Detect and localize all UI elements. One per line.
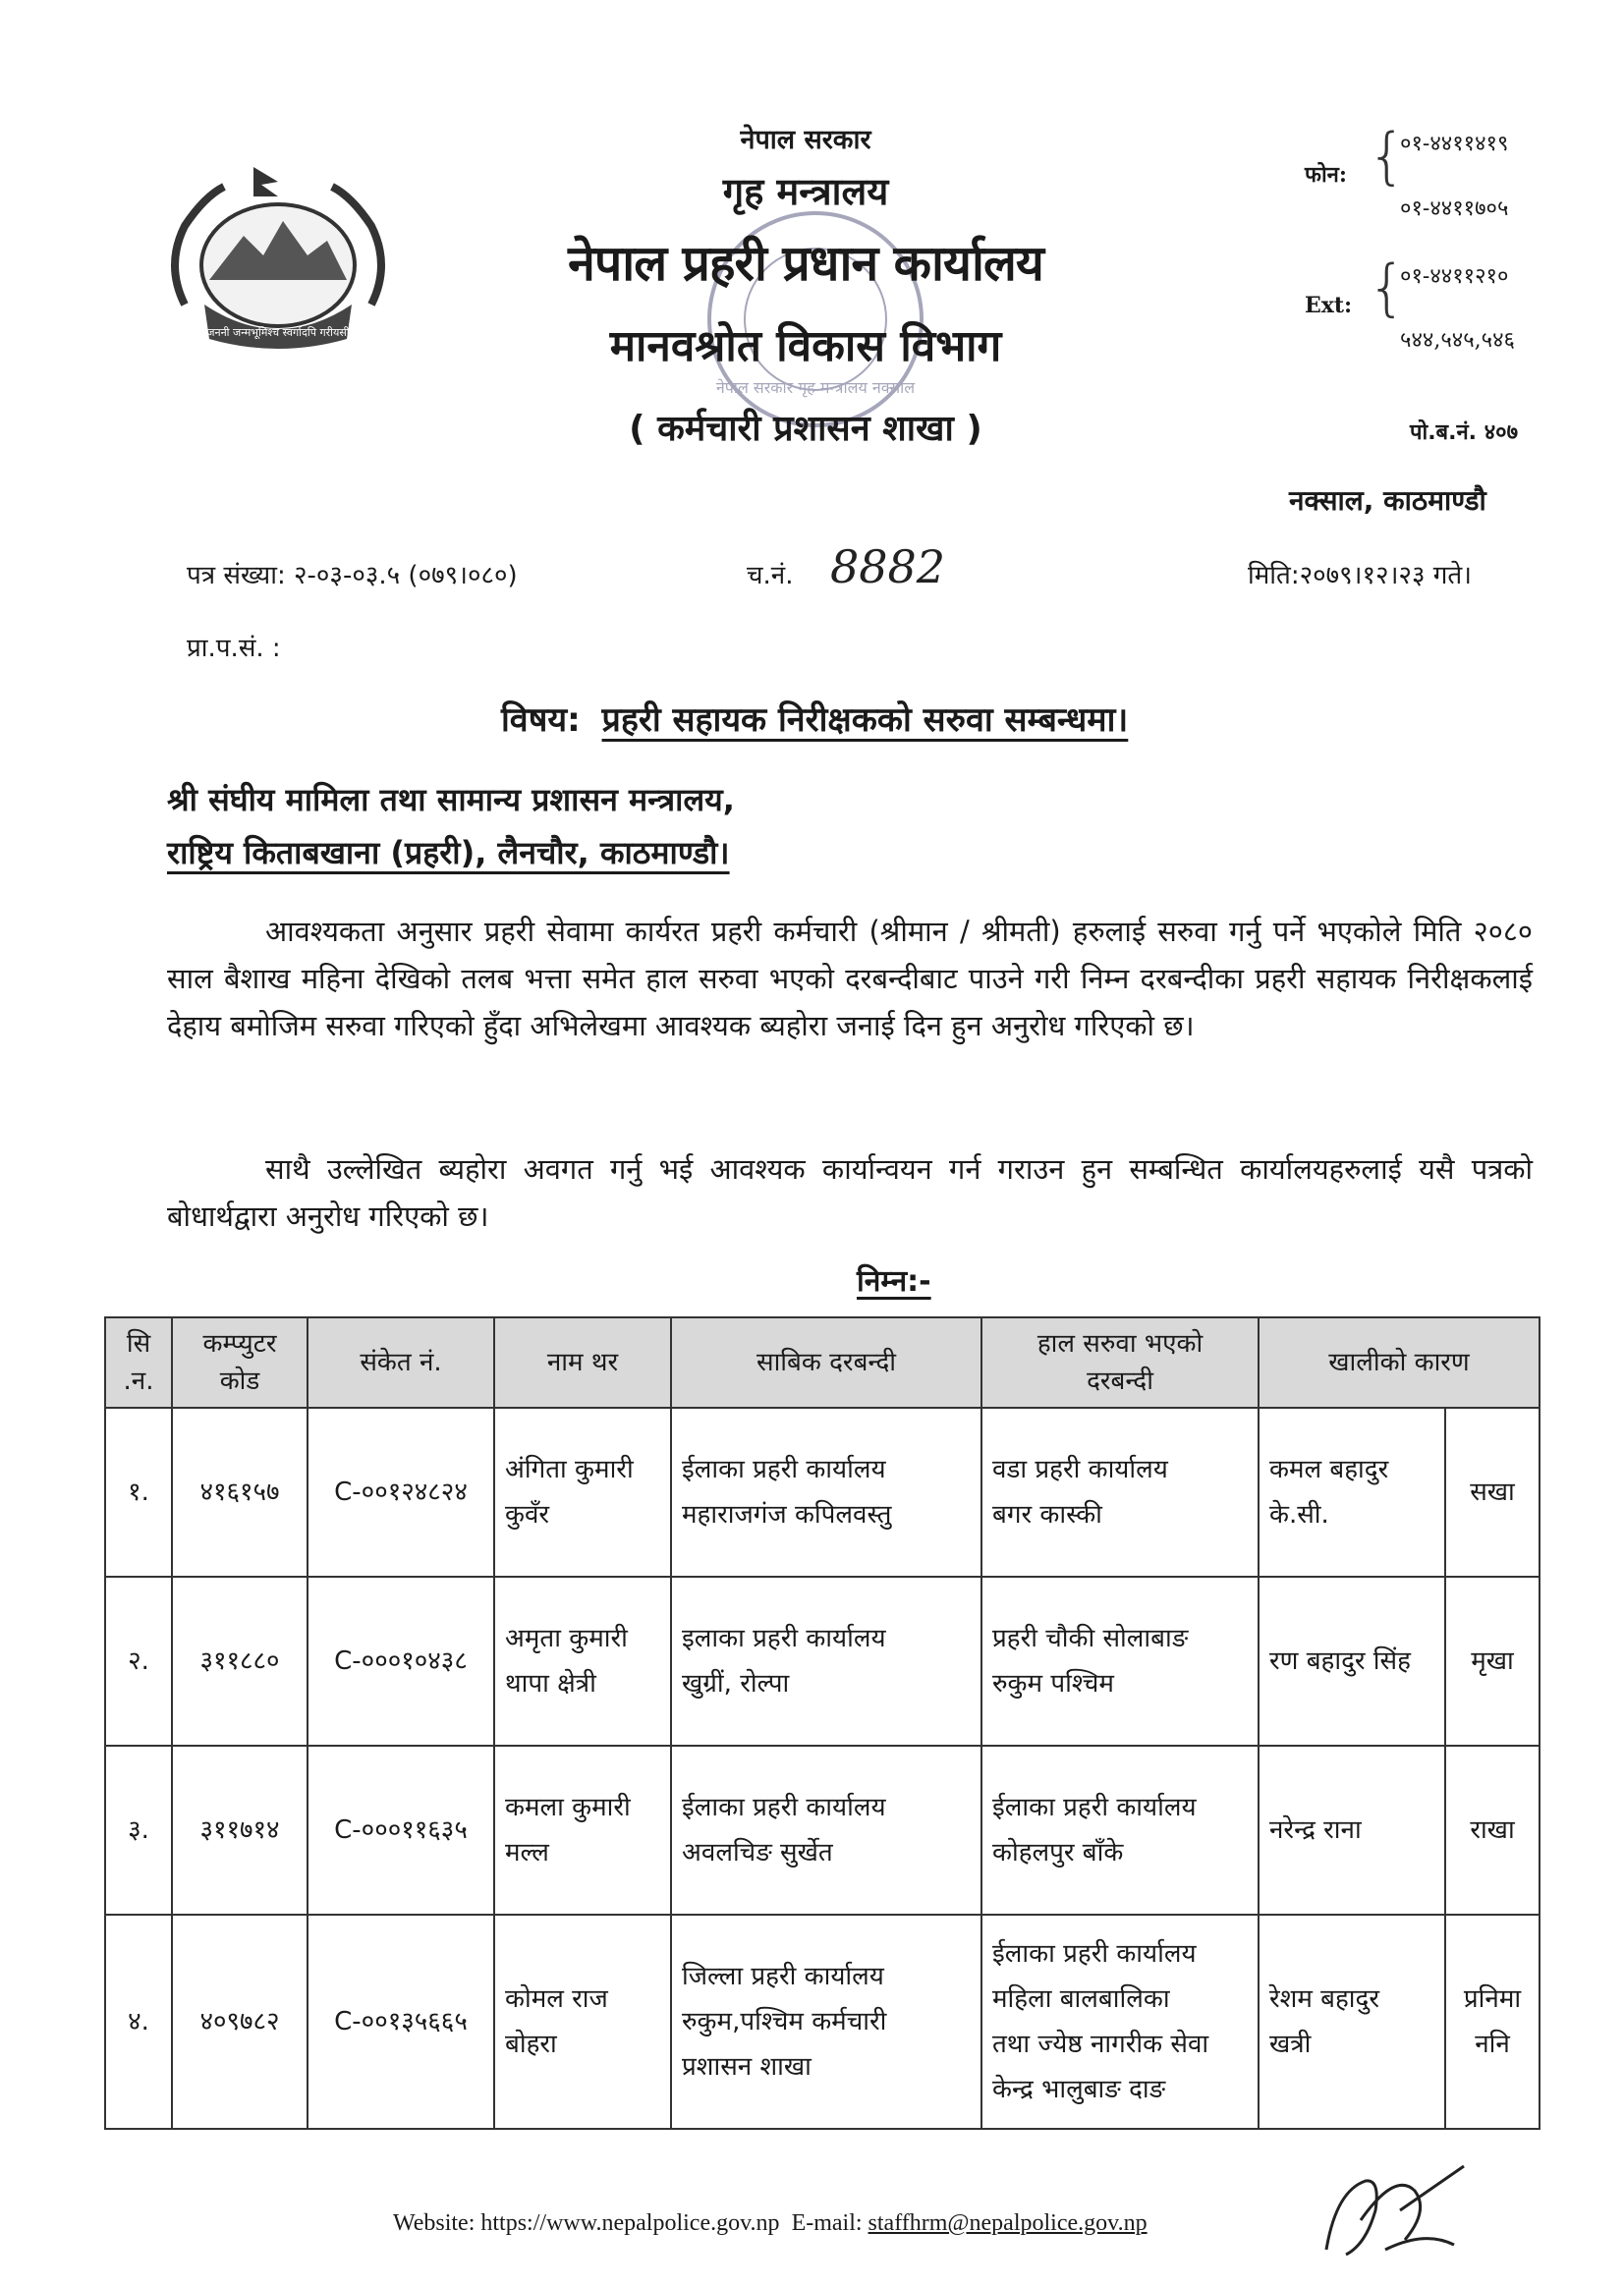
header-serial: सि .न. [105, 1317, 172, 1408]
cell-reason: राखा [1445, 1746, 1540, 1915]
cell-code: ३११८८० [172, 1577, 308, 1746]
svg-text:जननी जन्मभूमिश्च स्वर्गादपि गर: जननी जन्मभूमिश्च स्वर्गादपि गरीयसी [206, 326, 350, 339]
cell-symbol: C-०००११६३५ [308, 1746, 494, 1915]
ext-label: Ext: [1305, 293, 1353, 318]
table-header-row [105, 1317, 1540, 1408]
cell-previous-post: इलाका प्रहरी कार्यालय खुग्रीं, रोल्पा [671, 1577, 981, 1746]
table-row [105, 1577, 1540, 1746]
cell-new-post: ईलाका प्रहरी कार्यालय कोहलपुर बाँके [981, 1746, 1259, 1915]
ext-number-1: ०१-४४११२१० [1400, 264, 1509, 289]
cell-serial: २. [105, 1577, 172, 1746]
cell-new-post: प्रहरी चौकी सोलाबाङ रुकुम पश्चिम [981, 1577, 1259, 1746]
cell-name: कोमल राज बोहरा [494, 1915, 671, 2129]
cell-vacant-person: रण बहादुर सिंह [1259, 1577, 1445, 1746]
cell-new-post: ईलाका प्रहरी कार्यालय महिला बालबालिका तथा ज्येष्ठ नागरीक सेवा केन्द्र भालुबाङ दाङ [981, 1915, 1259, 2129]
body-paragraph-1: आवश्यकता अनुसार प्रहरी सेवामा कार्यरत प्रहरी कर्मचारी (श्रीमान / श्रीमती) हरुलाई सरुवा गर्नु पर्ने भएकोले मिति २०८० साल बैशाख महिना देखिको तलब भत्ता समेत हाल सरुवा भएको दरबन्दीबाट पाउने गरी निम्न दरबन्दीका प्रहरी सहायक निरीक्षकलाई देहाय बमोजिम सरुवा गरिएको हुँदा अभिलेखमा आवश्यक ब्यहोरा जनाई दिन हुन अनुरोध गरिएको छ। [167, 915, 1533, 1042]
cell-reason: सखा [1445, 1408, 1540, 1577]
body-paragraph-2: साथै उल्लेखित ब्यहोरा अवगत गर्नु भई आवश्यक कार्यान्वयन गर्न गराउन हुन सम्बन्धित कार्यालयहरुलाई यसै पत्रको बोधार्थद्वारा अनुरोध गरिएको छ। [167, 1152, 1533, 1233]
header-computer-code: कम्प्युटर कोड [172, 1317, 308, 1408]
cell-symbol: C-००१३५६६५ [308, 1915, 494, 2129]
subject-text: प्रहरी सहायक निरीक्षकको सरुवा सम्बन्धमा। [601, 700, 1129, 740]
subject-line [501, 696, 1128, 741]
footer-contact [393, 2210, 1148, 2237]
po-box: पो.ब.नं. ४०७ [1410, 420, 1519, 445]
table-row [105, 1746, 1540, 1915]
phone-label: फोन: [1305, 162, 1347, 188]
office-name: नेपाल प्रहरी प्रधान कार्यालय [568, 235, 1043, 292]
header-new-post: हाल सरुवा भएको दरबन्दी [981, 1317, 1259, 1408]
cell-serial: ३. [105, 1746, 172, 1915]
reference-number: प्रा.प.सं. : [187, 634, 281, 663]
cell-serial: १. [105, 1408, 172, 1577]
dispatch-label: च.नं. [747, 561, 794, 590]
phone-number-2: ०१-४४११७०५ [1400, 196, 1509, 221]
phone-number-1: ०१-४४११४१९ [1400, 132, 1509, 156]
addressee-line-2: राष्ट्रिय किताबखाना (प्रहरी), लैनचौर, काठमाण्डौ। [167, 834, 730, 871]
address: नक्साल, काठमाण्डौ [1289, 484, 1486, 517]
cell-vacant-person: कमल बहादुर के.सी. [1259, 1408, 1445, 1577]
cell-code: ४०९७८२ [172, 1915, 308, 2129]
footer-website[interactable]: Website: https://www.nepalpolice.gov.np [393, 2210, 780, 2236]
letter-number: पत्र संख्या: २-०३-०३.५ (०७९।०८०) [187, 561, 518, 590]
phone-brace: { [1368, 120, 1407, 192]
cell-code: ४१६१५७ [172, 1408, 308, 1577]
branch-name: ( कर्मचारी प्रशासन शाखा ) [629, 409, 982, 449]
svg-text:नेपाल सरकार गृह मन्त्रालय नक्स: नेपाल सरकार गृह मन्त्रालय नक्साल [715, 378, 916, 397]
header-symbol-number: संकेत नं. [308, 1317, 494, 1408]
government-name: नेपाल सरकार [740, 125, 871, 155]
nepal-emblem [145, 157, 411, 363]
cell-symbol: C-०००१०४३८ [308, 1577, 494, 1746]
subject-label: विषय: [501, 700, 581, 740]
cell-reason: मृखा [1445, 1577, 1540, 1746]
department-name: मानवश्रोत विकास विभाग [609, 321, 1002, 371]
cell-previous-post: ईलाका प्रहरी कार्यालय अवलचिङ सुर्खेत [671, 1746, 981, 1915]
cell-name: कमला कुमारी मल्ल [494, 1746, 671, 1915]
header-name: नाम थर [494, 1317, 671, 1408]
cell-serial: ४. [105, 1915, 172, 2129]
signature [1307, 2151, 1474, 2269]
cell-symbol: C-००१२४८२४ [308, 1408, 494, 1577]
ministry-name: गृह मन्त्रालय [722, 170, 889, 213]
dispatch-number: 8882 [830, 540, 946, 593]
ext-brace: { [1368, 251, 1407, 323]
footer-email-label: E-mail: [791, 2210, 863, 2236]
letter-date: मिति:२०७९।१२।२३ गते। [1248, 561, 1473, 590]
cell-vacant-person: नरेन्द्र राना [1259, 1746, 1445, 1915]
transfer-table [104, 1316, 1540, 2130]
cell-reason: प्रनिमा ननि [1445, 1915, 1540, 2129]
cell-vacant-person: रेशम बहादुर खत्री [1259, 1915, 1445, 2129]
cell-name: अंगिता कुमारी कुवँर [494, 1408, 671, 1577]
table-heading: निम्न:- [857, 1264, 931, 1299]
ext-number-2: ५४४,५४५,५४६ [1400, 328, 1515, 353]
header-vacancy-reason: खालीको कारण [1259, 1317, 1540, 1408]
cell-previous-post: जिल्ला प्रहरी कार्यालय रुकुम,पश्चिम कर्मचारी प्रशासन शाखा [671, 1915, 981, 2129]
table-row [105, 1915, 1540, 2129]
footer-email-link[interactable]: staffhrm@nepalpolice.gov.np [868, 2210, 1148, 2236]
cell-name: अमृता कुमारी थापा क्षेत्री [494, 1577, 671, 1746]
addressee-line-1: श्री संघीय मामिला तथा सामान्य प्रशासन मन्त्रालय, [167, 781, 735, 818]
cell-new-post: वडा प्रहरी कार्यालय बगर कास्की [981, 1408, 1259, 1577]
header-previous-post: साबिक दरबन्दी [671, 1317, 981, 1408]
cell-previous-post: ईलाका प्रहरी कार्यालय महाराजगंज कपिलवस्तु [671, 1408, 981, 1577]
table-row [105, 1408, 1540, 1577]
cell-code: ३११७१४ [172, 1746, 308, 1915]
